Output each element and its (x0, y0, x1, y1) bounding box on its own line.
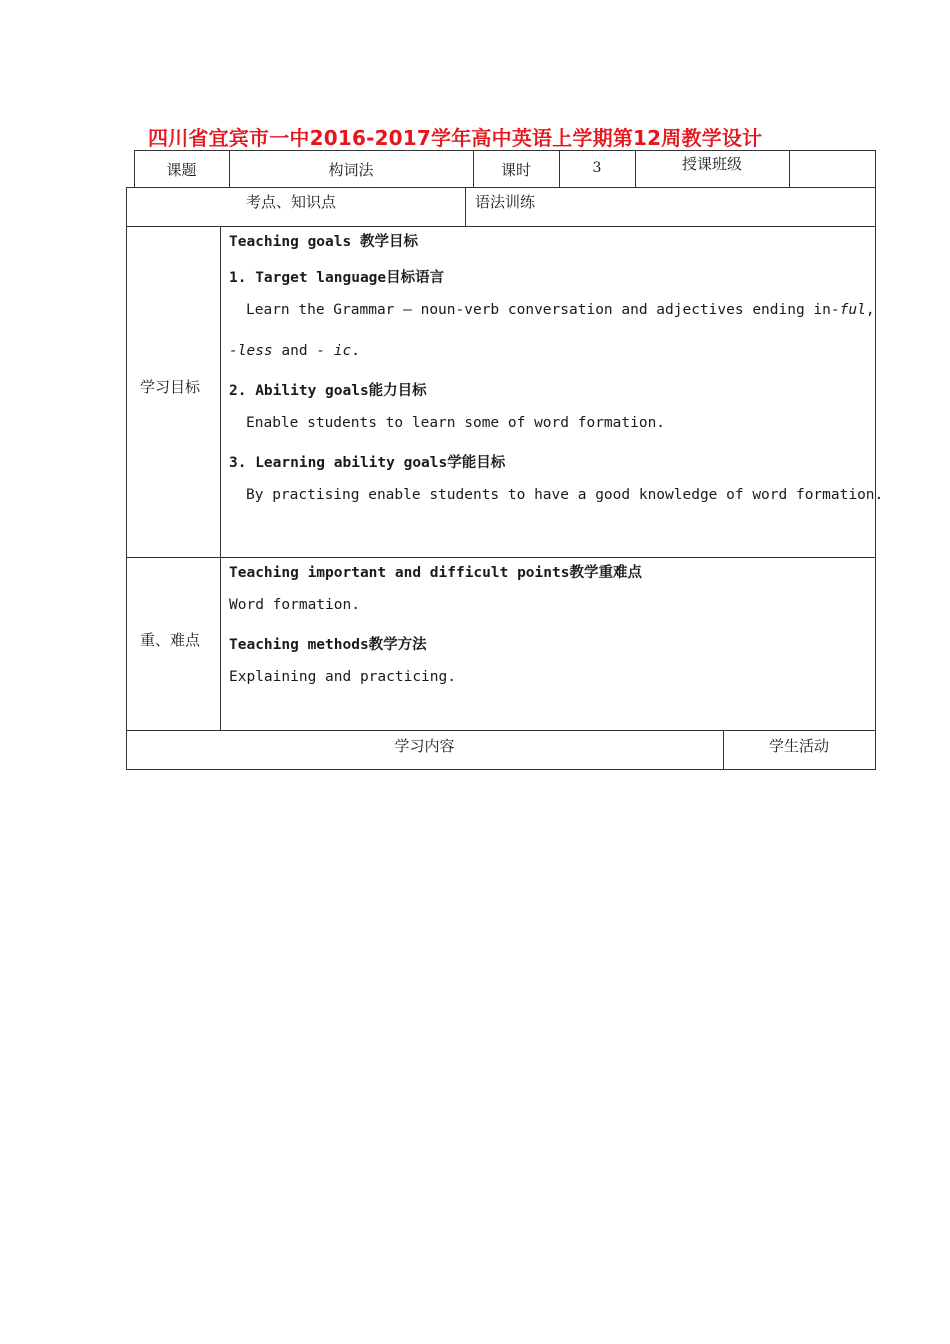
ability-goals-heading: 2. Ability goals能力目标 (229, 383, 427, 399)
document-title: 四川省宜宾市一中2016-2017学年高中英语上学期第12周教学设计 (148, 126, 763, 150)
activity-label: 学生活动 (768, 737, 829, 755)
topic-label: 课题 (166, 161, 197, 179)
target-language-text: Learn the Grammar — noun-verb conversation and adjectives ending in-ful, (246, 302, 875, 318)
key-points-heading: Teaching important and difficult points教学重难点 (229, 565, 642, 581)
ability-goals-text: Enable students to learn some of word formation. (246, 415, 666, 431)
objectives-heading: Teaching goals 教学目标 (229, 234, 418, 250)
points-value: 语法训练 (475, 193, 536, 211)
learning-ability-heading: 3. Learning ability goals学能目标 (229, 455, 506, 471)
target-language-text-cont: -less and - ic. (229, 343, 360, 359)
objectives-label: 学习目标 (140, 378, 201, 396)
period-label: 课时 (500, 161, 531, 179)
class-label: 授课班级 (681, 155, 742, 173)
key-points-text: Word formation. (229, 597, 360, 613)
methods-heading: Teaching methods教学方法 (229, 637, 427, 653)
content-label: 学习内容 (394, 737, 455, 755)
target-language-heading: 1. Target language目标语言 (229, 270, 445, 286)
learning-ability-text: By practising enable students to have a good knowledge of word formation. (246, 487, 884, 503)
points-label: 考点、知识点 (246, 193, 337, 211)
period-value: 3 (592, 160, 602, 176)
key-points-label: 重、难点 (140, 631, 201, 649)
topic-value: 构词法 (328, 161, 374, 179)
methods-text: Explaining and practicing. (229, 669, 456, 685)
